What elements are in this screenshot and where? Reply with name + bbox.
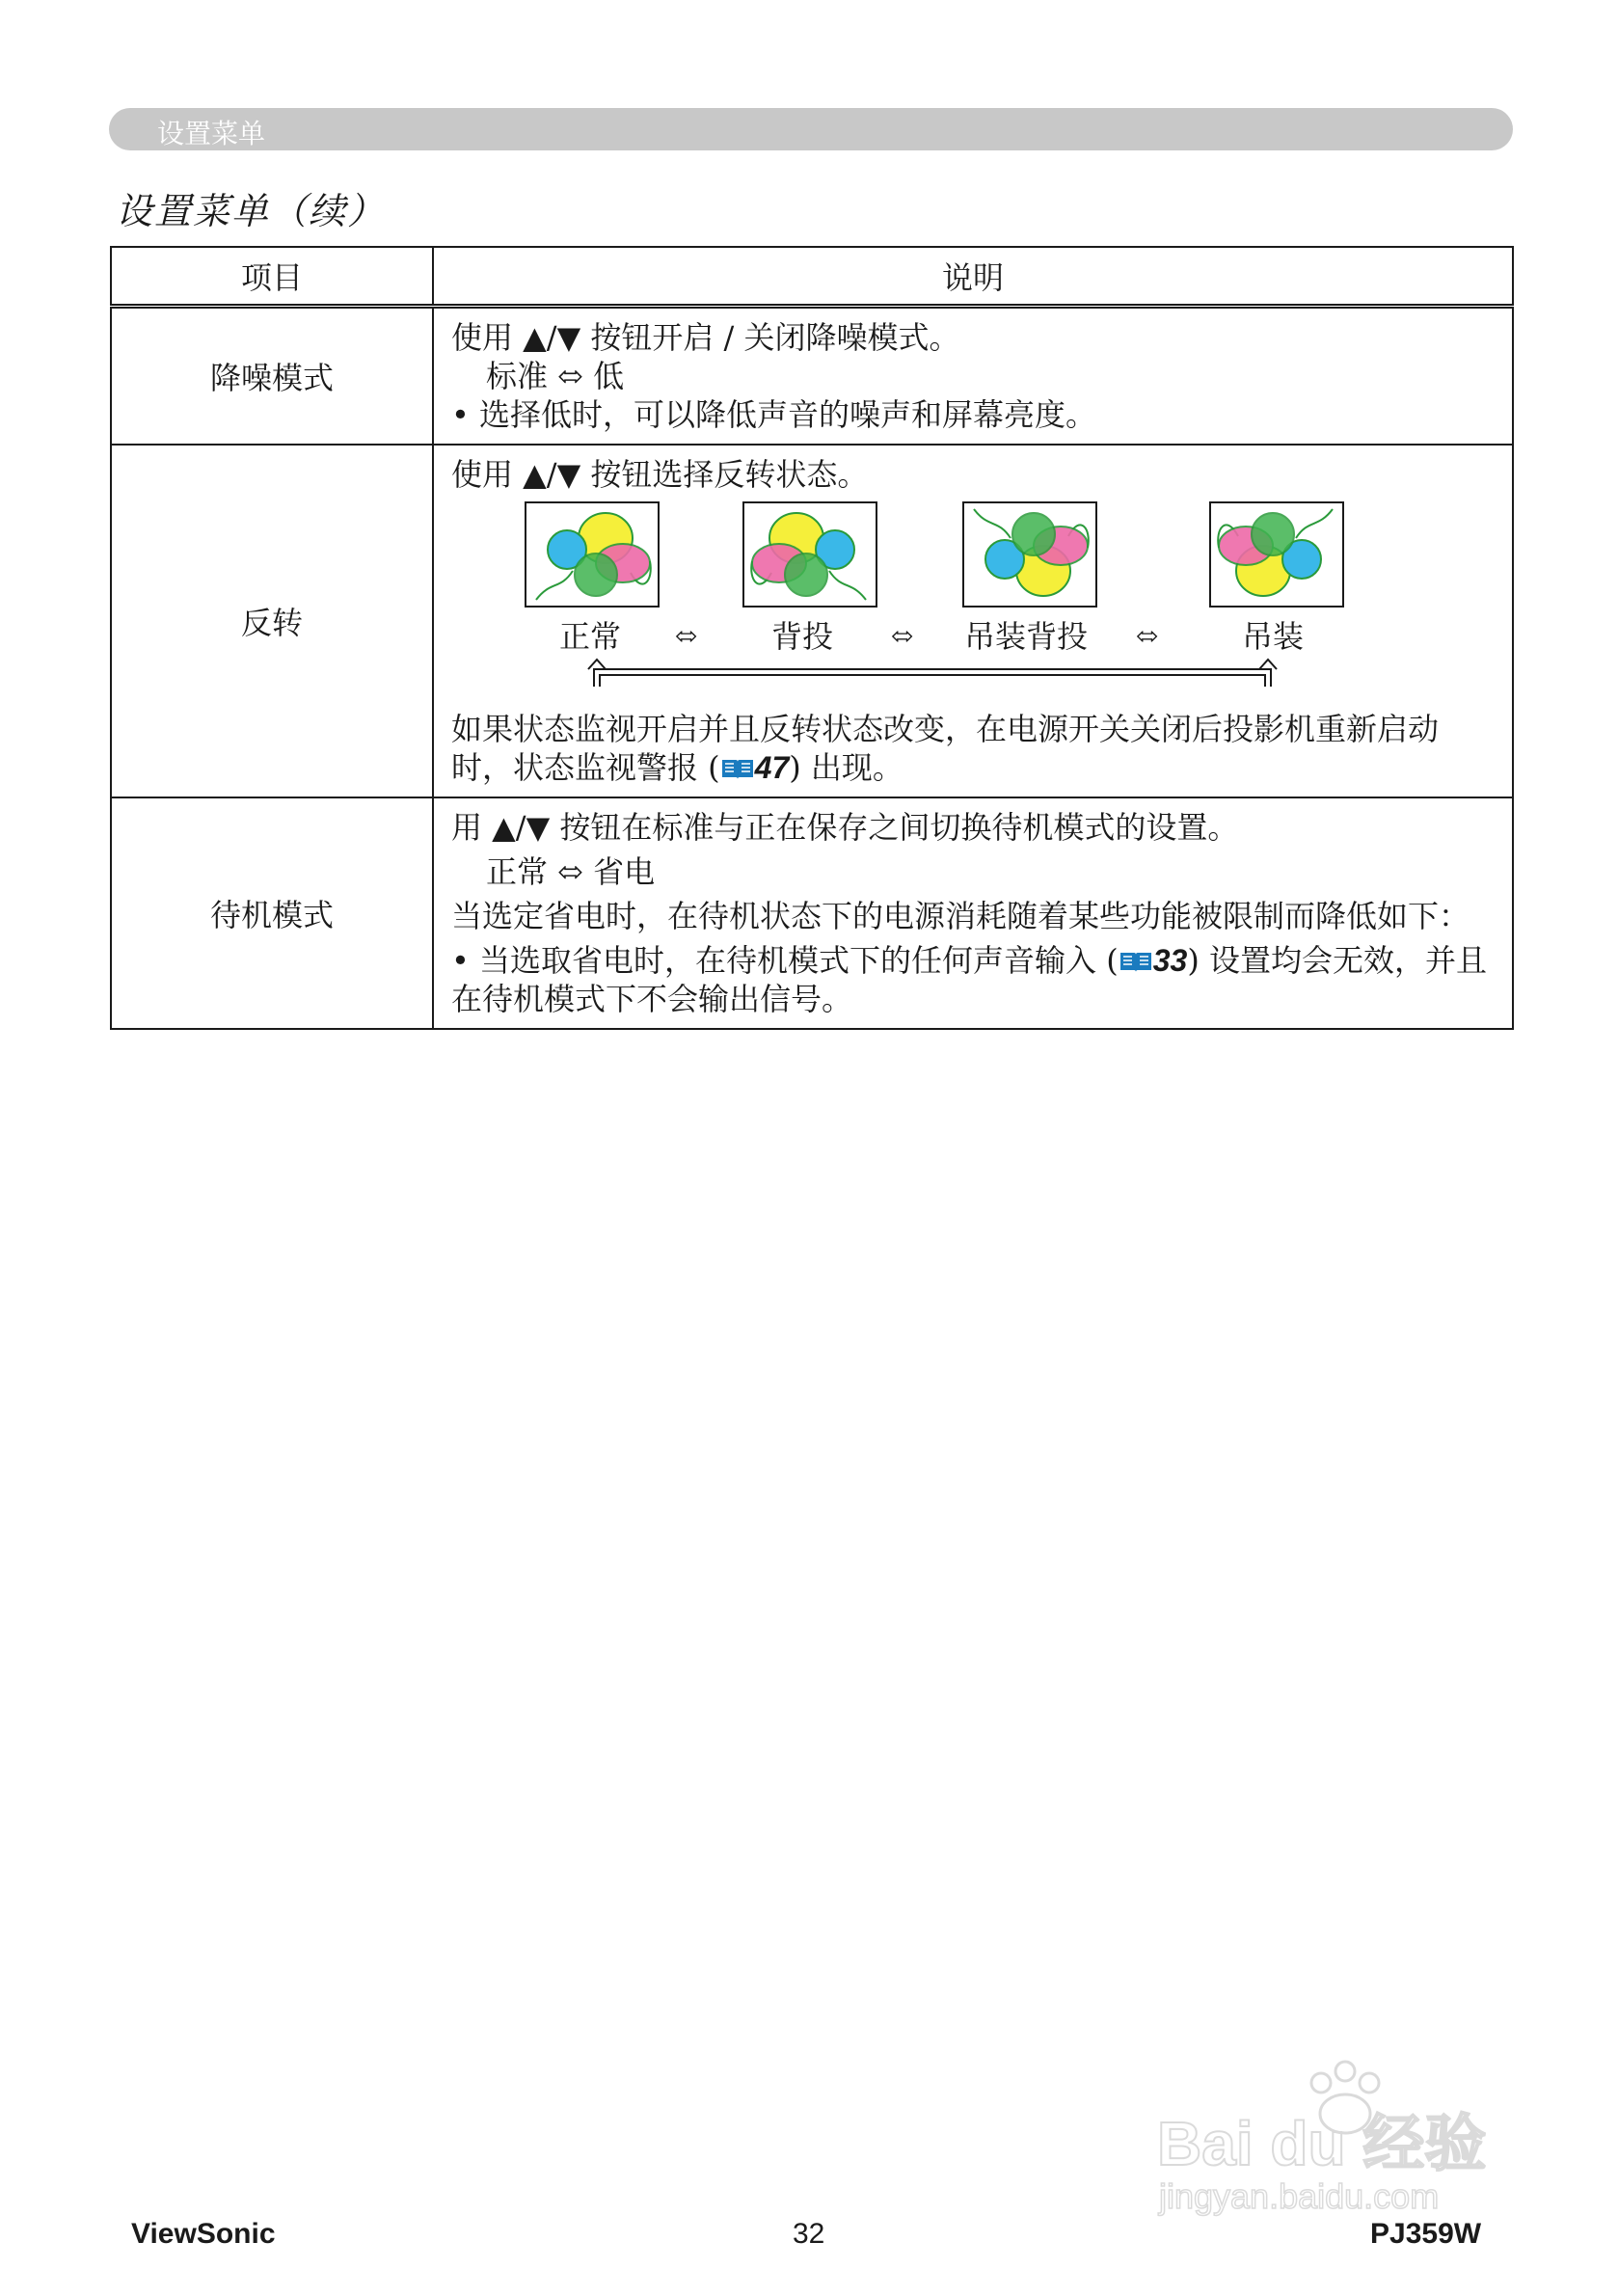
flip-page-ref[interactable]: 47 [754, 750, 790, 785]
section-header-bar [109, 108, 1513, 150]
flip-arrow-2: ⬄ [891, 620, 914, 652]
header-description: 说明 [433, 247, 1513, 307]
flip-image-ceiling-rear [962, 501, 1097, 608]
desc-standby [433, 797, 1513, 1029]
table-row-noise-reduction [111, 307, 1513, 446]
flip-state-ceiling: 吊装 [1242, 618, 1305, 655]
page-number: 32 [793, 2218, 825, 2250]
book-reference-icon [720, 756, 755, 781]
page-title: 设置菜单（续） [116, 190, 387, 232]
flip-state-ceiling-rear: 吊装背投 [964, 618, 1089, 655]
footer-brand: ViewSonic [131, 2218, 276, 2250]
flip-diagram [451, 501, 1493, 704]
flip-return-arrow [451, 658, 1493, 696]
desc-noise-reduction [433, 307, 1513, 446]
flip-note [451, 710, 1497, 787]
noise-options: 标准 ⬄ 低 [486, 358, 625, 394]
flip-image-normal [525, 501, 660, 608]
flip-arrow-3: ⬄ [1136, 620, 1159, 652]
noise-bullet: • 选择低时，可以降低声音的噪声和屏幕亮度。 [451, 396, 1097, 433]
desc-flip [433, 445, 1513, 797]
flip-line-1: 使用 ▲/▼ 按钮选择反转状态。 [451, 456, 869, 493]
flip-state-normal: 正常 [559, 618, 622, 655]
settings-table [110, 246, 1514, 1030]
flip-note-end: ) 出现。 [789, 749, 903, 786]
standby-options: 正常 ⬄ 省电 [486, 853, 656, 890]
item-standby: 待机模式 [111, 797, 433, 1029]
standby-note: 当选定省电时，在待机状态下的电源消耗随着某些功能被限制而降低如下： [451, 898, 1470, 934]
header-item: 项目 [111, 247, 433, 307]
book-reference-icon [1119, 949, 1153, 974]
baidu-watermark [1147, 2054, 1533, 2222]
flip-arrow-1: ⬄ [675, 620, 698, 652]
table-row-standby [111, 797, 1513, 1029]
section-label: 设置菜单 [157, 118, 266, 149]
noise-line-1: 使用 ▲/▼ 按钮开启 / 关闭降噪模式。 [451, 319, 960, 356]
flip-image-rear [742, 501, 877, 608]
watermark-url: jingyan.baidu.com [1159, 2176, 1440, 2216]
item-flip: 反转 [111, 445, 433, 797]
flip-note-text: 如果状态监视开启并且反转状态改变，在电源开关关闭后投影机重新启动时，状态监视警报 ( [451, 711, 1440, 786]
standby-bullet-end: ) 设置均会无效，并且在待机模式下不会输出信号。 [451, 942, 1487, 1017]
standby-bullet-text: • 当选取省电时，在待机模式下的任何声音输入 ( [451, 942, 1119, 979]
standby-bullet [451, 941, 1497, 1018]
watermark-text: Bai du 经验 [1157, 2109, 1487, 2178]
flip-state-rear: 背投 [771, 618, 834, 655]
table-row-flip [111, 445, 1513, 797]
standby-line-1: 用 ▲/▼ 按钮在标准与正在保存之间切换待机模式的设置。 [451, 809, 1239, 846]
standby-page-ref[interactable]: 33 [1152, 943, 1188, 978]
footer-model: PJ359W [1370, 2218, 1482, 2250]
item-noise-reduction: 降噪模式 [111, 307, 433, 446]
flip-image-ceiling [1209, 501, 1344, 608]
table-header-row [111, 247, 1513, 307]
